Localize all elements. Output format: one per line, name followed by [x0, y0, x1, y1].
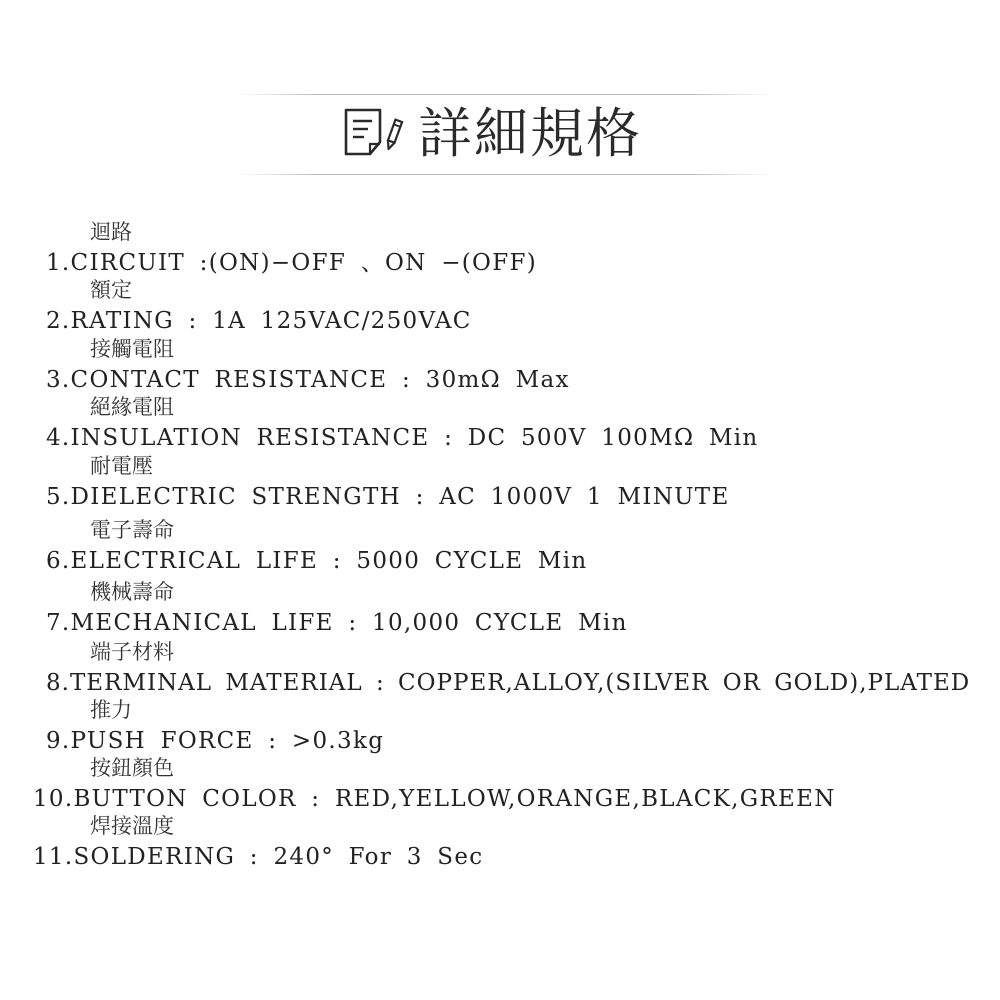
spec-text: PUSH FORCE : >0.3kg: [70, 728, 385, 754]
spec-label-cn: 按鈕顏色: [90, 756, 174, 780]
spec-line-en: [46, 612, 628, 635]
spec-number: 10.: [33, 786, 74, 812]
header-top-divider: [235, 94, 775, 95]
spec-text: CIRCUIT :(ON)−OFF 、ON −(OFF): [70, 250, 537, 276]
spec-label-cn: 推力: [90, 698, 132, 722]
document-pen-icon: [340, 104, 412, 164]
spec-line-en: [33, 788, 836, 811]
spec-item-insulation-resistance: [0, 397, 1000, 455]
page-title: 詳細規格: [418, 102, 642, 165]
spec-number: 3.: [46, 367, 71, 393]
spec-item-rating: [0, 280, 1000, 338]
spec-line-en: [46, 310, 472, 333]
spec-text: ELECTRICAL LIFE : 5000 CYCLE Min: [70, 548, 588, 574]
spec-text: INSULATION RESISTANCE : DC 500V 100MΩ Min: [70, 425, 759, 451]
spec-number: 1.: [46, 250, 71, 276]
spec-label-cn: 迴路: [90, 220, 132, 244]
spec-item-contact-resistance: [0, 339, 1000, 397]
spec-text: SOLDERING : 240° For 3 Sec: [73, 844, 484, 870]
spec-line-en: [46, 427, 759, 450]
spec-item-terminal-material: [0, 642, 1000, 700]
spec-item-push-force: [0, 700, 1000, 758]
spec-line-en: [46, 252, 537, 275]
spec-label-cn: 機械壽命: [90, 580, 174, 604]
spec-text: DIELECTRIC STRENGTH : AC 1000V 1 MINUTE: [70, 484, 730, 510]
spec-item-soldering: [0, 816, 1000, 874]
spec-item-button-color: [0, 758, 1000, 816]
spec-item-circuit: [0, 222, 1000, 280]
spec-number: 7.: [46, 610, 71, 636]
spec-label-cn: 耐電壓: [90, 454, 153, 478]
spec-number: 11.: [33, 844, 74, 870]
spec-item-electrical-life: [0, 520, 1000, 578]
spec-item-dielectric-strength: [0, 456, 1000, 514]
spec-number: 8.: [46, 670, 70, 696]
spec-item-mechanical-life: [0, 582, 1000, 640]
spec-number: 9.: [46, 728, 71, 754]
spec-label-cn: 絕緣電阻: [90, 395, 174, 419]
spec-number: 2.: [46, 308, 71, 334]
spec-label-cn: 額定: [90, 278, 132, 302]
spec-number: 4.: [46, 425, 71, 451]
spec-line-en: [46, 369, 570, 392]
spec-line-en: [46, 550, 588, 573]
spec-line-en: [46, 672, 970, 695]
spec-line-en: [46, 486, 730, 509]
spec-text: RATING : 1A 125VAC/250VAC: [70, 308, 472, 334]
spec-text: MECHANICAL LIFE : 10,000 CYCLE Min: [70, 610, 628, 636]
spec-line-en: [33, 846, 483, 869]
title-group: [340, 102, 642, 166]
header-bottom-divider: [235, 174, 775, 175]
spec-text: TERMINAL MATERIAL : COPPER,ALLOY,(SILVER OR GOLD),PLATED: [69, 670, 971, 696]
spec-text: BUTTON COLOR : RED,YELLOW,ORANGE,BLACK,GREEN: [73, 786, 836, 812]
spec-line-en: [46, 730, 384, 753]
spec-number: 6.: [46, 548, 71, 574]
spec-number: 5.: [46, 484, 71, 510]
spec-header: [0, 88, 1000, 180]
spec-label-cn: 焊接溫度: [90, 814, 174, 838]
spec-label-cn: 接觸電阻: [90, 337, 174, 361]
spec-label-cn: 電子壽命: [90, 518, 174, 542]
spec-label-cn: 端子材料: [90, 640, 174, 664]
spec-text: CONTACT RESISTANCE : 30mΩ Max: [70, 367, 570, 393]
